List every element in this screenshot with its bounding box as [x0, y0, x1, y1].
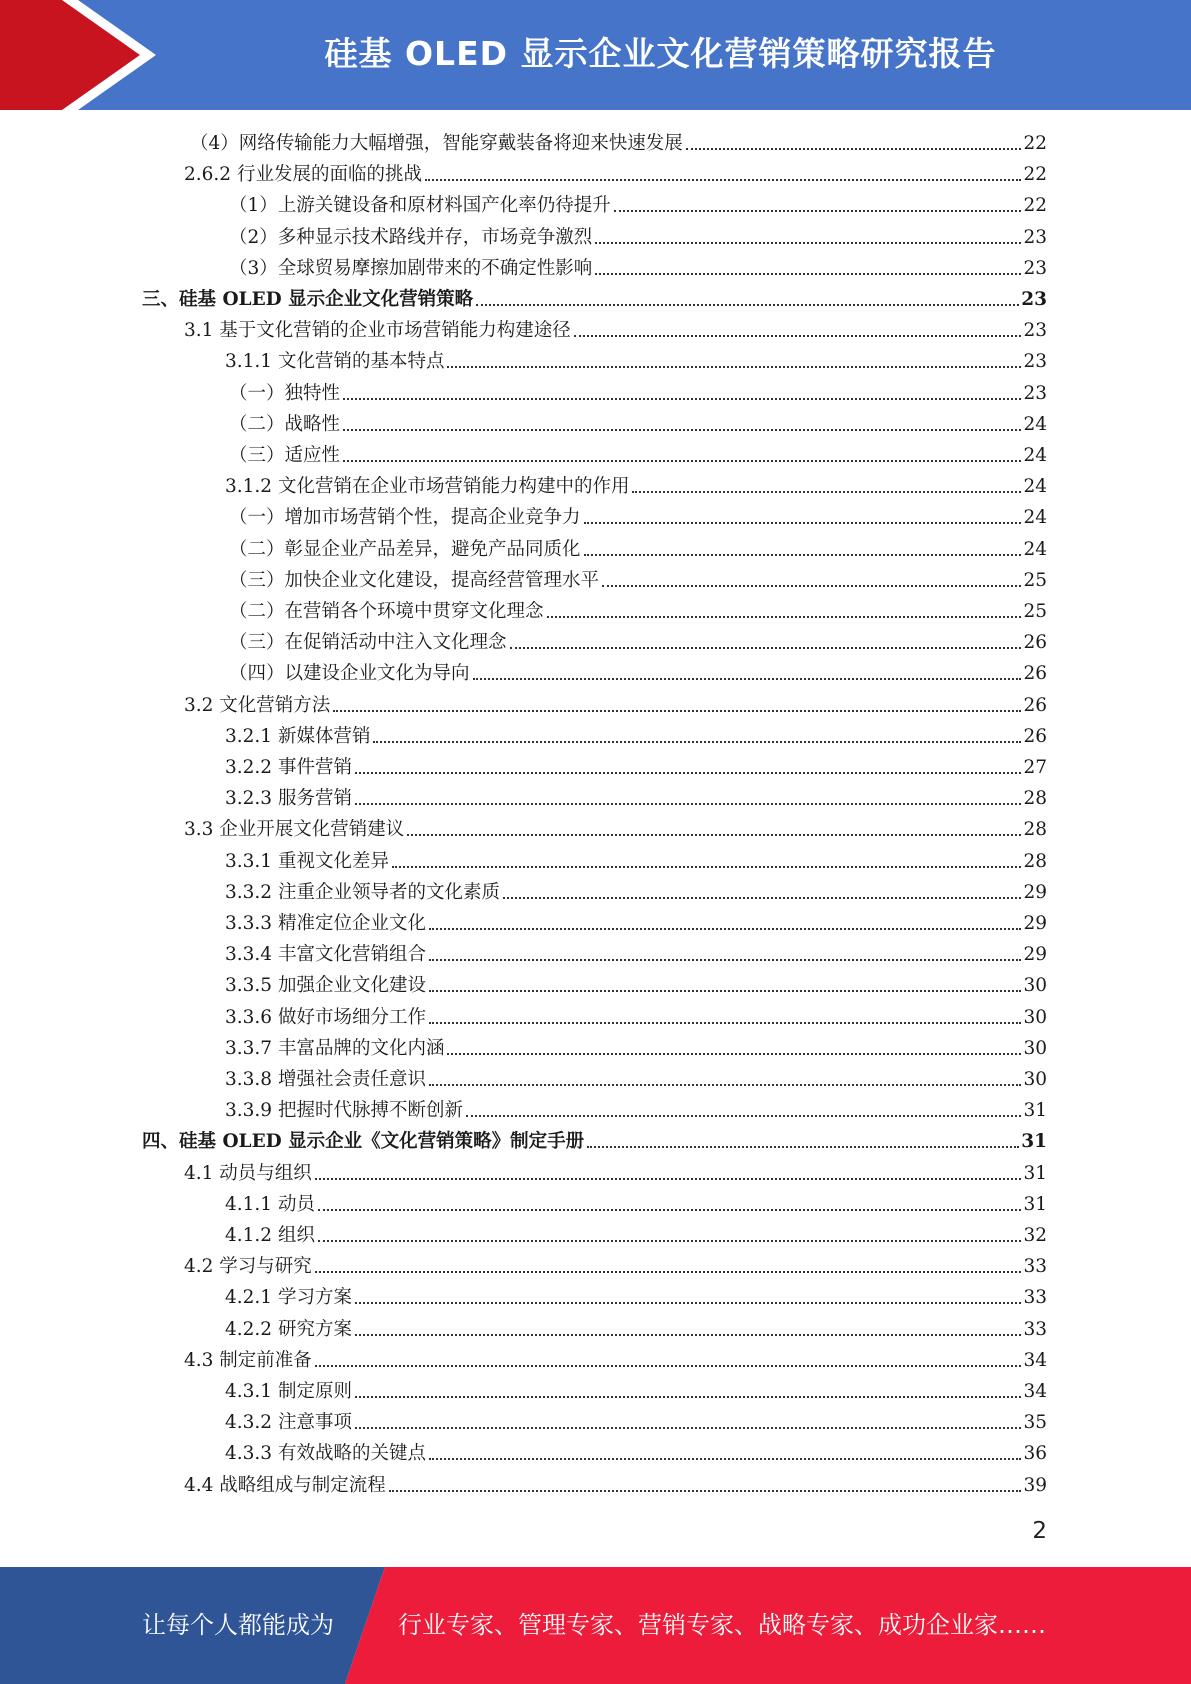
- toc-entry-label: 三、硅基 OLED 显示企业文化营销策略: [142, 289, 474, 310]
- toc-dot-leader: [315, 1345, 1022, 1367]
- toc-entry-label: （2）多种显示技术路线并存，市场竞争激烈: [229, 226, 593, 248]
- toc-entry-label: 3.3.9 把握时代脉搏不断创新: [225, 1100, 463, 1122]
- toc-dot-leader: [574, 315, 1022, 337]
- toc-entry-page: 24: [1023, 476, 1047, 498]
- toc-entry[interactable]: [184, 690, 1047, 721]
- toc-entry[interactable]: [142, 284, 1047, 315]
- toc-entry-page: 24: [1023, 507, 1047, 529]
- toc-dot-leader: [318, 1220, 1022, 1242]
- toc-entry[interactable]: [225, 1376, 1047, 1407]
- toc-dot-leader: [429, 1002, 1021, 1024]
- toc-entry-page: 26: [1023, 632, 1047, 654]
- toc-dot-leader: [503, 877, 1021, 899]
- toc-entry-label: （三）在促销活动中注入文化理念: [229, 632, 507, 654]
- toc-entry-page: 30: [1023, 1006, 1047, 1028]
- toc-dot-leader: [584, 534, 1022, 556]
- toc-entry[interactable]: [184, 159, 1047, 190]
- toc-entry[interactable]: [229, 596, 1047, 627]
- toc-entry-page: 34: [1023, 1381, 1047, 1402]
- page-footer: [0, 1567, 1191, 1684]
- toc-entry-label: 3.3.1 重视文化差异: [225, 850, 389, 872]
- toc-dot-leader: [315, 1251, 1022, 1273]
- toc-entry-label: 4.2.2 研究方案: [225, 1318, 352, 1340]
- toc-entry-page: 25: [1023, 569, 1047, 591]
- toc-entry[interactable]: [225, 1064, 1047, 1095]
- toc-dot-leader: [355, 1376, 1022, 1398]
- toc-dot-leader: [547, 596, 1022, 618]
- toc-entry-label: （一）独特性: [229, 382, 341, 404]
- toc-dot-leader: [447, 346, 1021, 368]
- toc-entry-page: 22: [1023, 164, 1047, 186]
- toc-entry-page: 29: [1023, 944, 1047, 966]
- toc-entry-page: 23: [1021, 289, 1047, 310]
- toc-entry[interactable]: [225, 877, 1047, 908]
- toc-dot-leader: [466, 1095, 1021, 1117]
- toc-entry[interactable]: [225, 939, 1047, 970]
- toc-entry-label: 4.1.2 组织: [225, 1225, 315, 1246]
- toc-entry-page: 26: [1023, 694, 1047, 716]
- toc-entry-page: 31: [1023, 1100, 1047, 1122]
- toc-entry-label: 2.6.2 行业发展的面临的挑战: [184, 164, 422, 186]
- toc-entry-page: 34: [1023, 1349, 1047, 1371]
- toc-entry-page: 24: [1023, 538, 1047, 560]
- toc-dot-leader: [373, 721, 1021, 743]
- toc-entry[interactable]: [190, 128, 1047, 159]
- header-arrow-decoration: [0, 0, 160, 110]
- toc-entry[interactable]: [229, 627, 1047, 658]
- toc-entry[interactable]: [225, 970, 1047, 1001]
- toc-entry-page: 33: [1023, 1256, 1047, 1278]
- toc-entry[interactable]: [229, 190, 1047, 221]
- toc-dot-leader: [355, 1314, 1022, 1336]
- toc-entry-page: 26: [1023, 725, 1047, 747]
- toc-entry[interactable]: [225, 752, 1047, 783]
- toc-entry-label: 3.1.1 文化营销的基本特点: [225, 351, 445, 373]
- toc-entry-label: 3.2.3 服务营销: [225, 788, 352, 810]
- page-header: [0, 0, 1191, 110]
- toc-entry-page: 24: [1023, 445, 1047, 466]
- toc-entry-label: 3.2.2 事件营销: [225, 757, 352, 778]
- toc-entry-page: 29: [1023, 913, 1047, 934]
- toc-dot-leader: [429, 908, 1021, 930]
- toc-dot-leader: [343, 440, 1021, 462]
- toc-entry[interactable]: [225, 1438, 1047, 1469]
- toc-entry-label: 4.3.1 制定原则: [225, 1381, 352, 1402]
- toc-entry[interactable]: [142, 1126, 1047, 1157]
- toc-entry[interactable]: [225, 346, 1047, 377]
- toc-entry-page: 22: [1023, 195, 1047, 217]
- toc-entry[interactable]: [225, 1407, 1047, 1438]
- toc-dot-leader: [447, 1033, 1021, 1055]
- toc-entry-label: 3.2 文化营销方法: [184, 694, 331, 716]
- toc-entry-page: 28: [1023, 788, 1047, 810]
- toc-entry[interactable]: [225, 1189, 1047, 1220]
- toc-entry-page: 23: [1023, 226, 1047, 248]
- toc-entry[interactable]: [229, 253, 1047, 284]
- toc-entry-page: 32: [1023, 1225, 1047, 1246]
- toc-entry-label: （三）适应性: [229, 445, 341, 466]
- toc-entry[interactable]: [229, 409, 1047, 440]
- toc-dot-leader: [686, 128, 1022, 150]
- toc-entry-page: 23: [1023, 351, 1047, 373]
- toc-dot-leader: [343, 409, 1021, 431]
- toc-entry-label: 4.1 动员与组织: [184, 1162, 312, 1184]
- toc-dot-leader: [389, 1470, 1022, 1492]
- toc-entry-label: 4.4 战略组成与制定流程: [184, 1474, 386, 1496]
- toc-entry-label: （二）在营销各个环境中贯穿文化理念: [229, 601, 544, 622]
- toc-entry[interactable]: [225, 846, 1047, 877]
- toc-entry-page: 31: [1023, 1162, 1047, 1184]
- toc-entry-label: 3.3.7 丰富品牌的文化内涵: [225, 1037, 445, 1059]
- toc-entry-label: （1）上游关键设备和原材料国产化率仍待提升: [229, 195, 611, 217]
- toc-dot-leader: [587, 1126, 1019, 1148]
- toc-entry-label: 四、硅基 OLED 显示企业《文化营销策略》制定手册: [142, 1131, 585, 1153]
- toc-entry-page: 23: [1023, 382, 1047, 404]
- toc-dot-leader: [318, 1189, 1022, 1211]
- toc-entry[interactable]: [225, 1002, 1047, 1033]
- toc-entry-label: （四）以建设企业文化为导向: [229, 663, 470, 685]
- toc-entry-page: 27: [1023, 757, 1047, 778]
- toc-dot-leader: [392, 846, 1021, 868]
- toc-entry[interactable]: [225, 1314, 1047, 1345]
- toc-entry-label: 3.3 企业开展文化营销建议: [184, 819, 405, 841]
- toc-dot-leader: [584, 502, 1022, 524]
- toc-entry-page: 31: [1021, 1131, 1047, 1153]
- document-title: 硅基 OLED 显示企业文化营销策略研究报告: [324, 34, 997, 73]
- toc-dot-leader: [429, 939, 1021, 961]
- toc-entry-page: 36: [1023, 1443, 1047, 1465]
- toc-entry-page: 28: [1023, 819, 1047, 841]
- toc-entry-page: 31: [1023, 1193, 1047, 1215]
- toc-entry-label: 3.1.2 文化营销在企业市场营销能力构建中的作用: [225, 476, 630, 498]
- toc-entry-page: 22: [1023, 133, 1047, 154]
- page-number: 2: [1032, 1518, 1047, 1544]
- toc-dot-leader: [407, 814, 1021, 836]
- toc-entry-label: （三）加快企业文化建设，提高经营管理水平: [229, 569, 600, 591]
- toc-dot-leader: [476, 284, 1019, 306]
- toc-entry-label: 3.1 基于文化营销的企业市场营销能力构建途径: [184, 320, 571, 342]
- toc-entry[interactable]: [229, 378, 1047, 409]
- toc-entry-label: 3.3.2 注重企业领导者的文化素质: [225, 881, 500, 903]
- toc-entry-page: 30: [1023, 1037, 1047, 1059]
- toc-entry-label: （二）战略性: [229, 413, 341, 435]
- toc-dot-leader: [343, 378, 1021, 400]
- toc-dot-leader: [333, 690, 1021, 712]
- toc-entry-label: 4.3.3 有效战略的关键点: [225, 1443, 426, 1465]
- toc-entry-label: （4）网络传输能力大幅增强，智能穿戴装备将迎来快速发展: [190, 133, 683, 154]
- toc-entry[interactable]: [184, 1251, 1047, 1282]
- toc-entry[interactable]: [184, 1345, 1047, 1376]
- toc-entry-label: 3.2.1 新媒体营销: [225, 725, 371, 747]
- toc-entry[interactable]: [229, 534, 1047, 565]
- toc-entry[interactable]: [229, 565, 1047, 596]
- toc-entry[interactable]: [225, 1220, 1047, 1251]
- toc-entry-page: 24: [1023, 413, 1047, 435]
- toc-entry[interactable]: [184, 1470, 1047, 1501]
- toc-entry[interactable]: [225, 1033, 1047, 1064]
- toc-entry-page: 30: [1023, 975, 1047, 997]
- toc-dot-leader: [595, 253, 1021, 275]
- toc-dot-leader: [355, 783, 1022, 805]
- toc-entry[interactable]: [225, 783, 1047, 814]
- toc-dot-leader: [315, 1158, 1022, 1180]
- toc-dot-leader: [510, 627, 1022, 649]
- toc-entry[interactable]: [184, 814, 1047, 845]
- toc-dot-leader: [632, 471, 1021, 493]
- toc-dot-leader: [614, 190, 1022, 212]
- toc-entry-label: （3）全球贸易摩擦加剧带来的不确定性影响: [229, 257, 593, 279]
- toc-dot-leader: [429, 970, 1021, 992]
- toc-entry-label: 4.2.1 学习方案: [225, 1287, 352, 1309]
- toc-dot-leader: [602, 565, 1021, 587]
- toc-entry-label: 3.3.5 加强企业文化建设: [225, 975, 426, 997]
- toc-dot-leader: [355, 752, 1022, 774]
- toc-dot-leader: [355, 1407, 1022, 1429]
- toc-entry-page: 39: [1023, 1474, 1047, 1496]
- toc-entry-label: （一）增加市场营销个性，提高企业竞争力: [229, 507, 581, 529]
- toc-dot-leader: [429, 1438, 1021, 1460]
- toc-entry-page: 26: [1023, 663, 1047, 685]
- toc-dot-leader: [425, 159, 1021, 181]
- toc-dot-leader: [595, 222, 1021, 244]
- toc-entry-label: 3.3.4 丰富文化营销组合: [225, 944, 426, 966]
- toc-entry[interactable]: [225, 721, 1047, 752]
- toc-entry-page: 33: [1023, 1287, 1047, 1309]
- toc-dot-leader: [429, 1064, 1021, 1086]
- toc-entry[interactable]: [229, 222, 1047, 253]
- toc-entry-label: 4.1.1 动员: [225, 1193, 315, 1215]
- footer-slogan-right: 行业专家、管理专家、营销专家、战略专家、成功企业家……: [398, 1611, 1046, 1639]
- toc-entry[interactable]: [225, 1095, 1047, 1126]
- toc-entry[interactable]: [225, 471, 1047, 502]
- toc-entry[interactable]: [184, 315, 1047, 346]
- toc-dot-leader: [355, 1282, 1022, 1304]
- toc-entry[interactable]: [229, 502, 1047, 533]
- toc-entry-page: 25: [1023, 601, 1047, 622]
- toc-dot-leader: [473, 658, 1022, 680]
- toc-entry-page: 30: [1023, 1069, 1047, 1090]
- toc-entry-page: 23: [1023, 320, 1047, 342]
- toc-entry[interactable]: [225, 1282, 1047, 1313]
- toc-entry-page: 35: [1023, 1412, 1047, 1434]
- toc-entry[interactable]: [184, 1158, 1047, 1189]
- toc-entry-page: 29: [1023, 881, 1047, 903]
- toc-entry-label: 3.3.3 精准定位企业文化: [225, 913, 426, 934]
- toc-entry-label: 3.3.8 增强社会责任意识: [225, 1069, 426, 1090]
- toc-entry-label: 4.2 学习与研究: [184, 1256, 312, 1278]
- toc-entry-page: 23: [1023, 257, 1047, 279]
- toc-entry[interactable]: [229, 658, 1047, 689]
- toc-entry[interactable]: [229, 440, 1047, 471]
- toc-entry-label: 4.3 制定前准备: [184, 1349, 312, 1371]
- toc-entry-page: 28: [1023, 850, 1047, 872]
- toc-entry-label: （二）彰显企业产品差异，避免产品同质化: [229, 538, 581, 560]
- toc-entry-page: 33: [1023, 1318, 1047, 1340]
- toc-entry[interactable]: [225, 908, 1047, 939]
- toc-entry-label: 4.3.2 注意事项: [225, 1412, 352, 1434]
- footer-slogan-left: 让每个人都能成为: [142, 1611, 334, 1639]
- toc-entry-label: 3.3.6 做好市场细分工作: [225, 1006, 426, 1028]
